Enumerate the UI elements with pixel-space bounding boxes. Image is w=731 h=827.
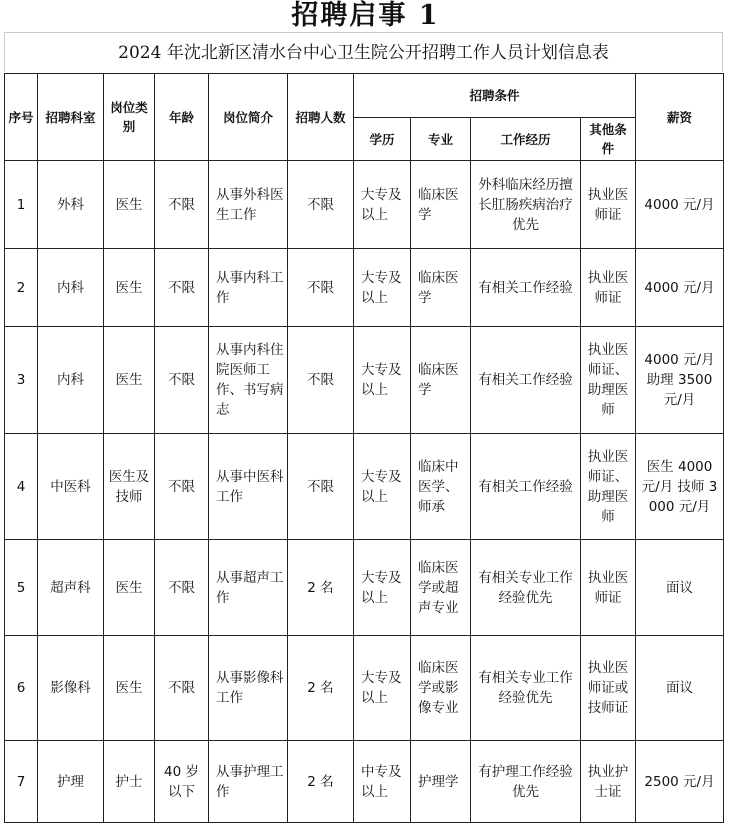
cell-seq: 3 [5, 327, 38, 434]
cell-count: 不限 [288, 249, 354, 327]
cell-experience: 有相关工作经验 [471, 249, 581, 327]
cell-dept: 外科 [38, 161, 104, 249]
cell-desc: 从事超声工作 [209, 540, 288, 636]
header-major: 专业 [411, 118, 471, 161]
header-education: 学历 [354, 118, 411, 161]
header-row [5, 74, 724, 118]
cell-post-type: 医生 [104, 161, 155, 249]
cell-seq: 4 [5, 434, 38, 540]
cell-salary: 面议 [636, 540, 724, 636]
page-title: 招聘启事 1 [291, 0, 440, 31]
cell-age: 不限 [155, 161, 209, 249]
cell-salary: 2500 元/月 [636, 741, 724, 823]
cell-age: 不限 [155, 636, 209, 741]
cell-major: 临床医学或超声专业 [411, 540, 471, 636]
table-row [5, 434, 724, 540]
cell-major: 护理学 [411, 741, 471, 823]
cell-dept: 超声科 [38, 540, 104, 636]
cell-dept: 护理 [38, 741, 104, 823]
cell-age: 不限 [155, 249, 209, 327]
cell-post-type: 护士 [104, 741, 155, 823]
header-post-type: 岗位类别 [104, 74, 155, 161]
cell-experience: 有护理工作经验优先 [471, 741, 581, 823]
cell-major: 临床医学 [411, 249, 471, 327]
cell-dept: 内科 [38, 249, 104, 327]
header-salary: 薪资 [636, 74, 724, 161]
cell-major: 临床医学或影像专业 [411, 636, 471, 741]
cell-major: 临床医学 [411, 327, 471, 434]
cell-salary: 4000 元/月 [636, 249, 724, 327]
cell-other: 执业医师证、助理医师 [581, 327, 636, 434]
cell-count: 不限 [288, 161, 354, 249]
cell-dept: 影像科 [38, 636, 104, 741]
cell-age: 不限 [155, 327, 209, 434]
table-row [5, 161, 724, 249]
cell-seq: 1 [5, 161, 38, 249]
cell-other: 执业医师证 [581, 540, 636, 636]
cell-salary: 面议 [636, 636, 724, 741]
cell-major: 临床医学 [411, 161, 471, 249]
cell-count: 不限 [288, 434, 354, 540]
cell-count: 2 名 [288, 540, 354, 636]
cell-desc: 从事护理工作 [209, 741, 288, 823]
cell-education: 大专及以上 [354, 249, 411, 327]
recruitment-table [4, 73, 724, 823]
header-seq: 序号 [5, 74, 38, 161]
cell-count: 2 名 [288, 741, 354, 823]
cell-education: 大专及以上 [354, 327, 411, 434]
cell-experience: 有相关专业工作经验优先 [471, 540, 581, 636]
table-row [5, 540, 724, 636]
cell-age: 40 岁以下 [155, 741, 209, 823]
cell-other: 执业医师证 [581, 249, 636, 327]
table-title: 2024 年沈北新区清水台中心卫生院公开招聘工作人员计划信息表 [4, 32, 723, 72]
cell-post-type: 医生 [104, 327, 155, 434]
header-experience: 工作经历 [471, 118, 581, 161]
cell-major: 临床中医学、师承 [411, 434, 471, 540]
table-row [5, 327, 724, 434]
table-row [5, 249, 724, 327]
cell-desc: 从事内科住院医师工作、书写病志 [209, 327, 288, 434]
cell-seq: 7 [5, 741, 38, 823]
cell-post-type: 医生及技师 [104, 434, 155, 540]
cell-post-type: 医生 [104, 540, 155, 636]
cell-other: 执业医师证、助理医师 [581, 434, 636, 540]
cell-dept: 中医科 [38, 434, 104, 540]
cell-experience: 有相关工作经验 [471, 327, 581, 434]
table-row [5, 636, 724, 741]
cell-post-type: 医生 [104, 249, 155, 327]
cell-experience: 有相关工作经验 [471, 434, 581, 540]
cell-salary: 4000 元/月 [636, 161, 724, 249]
cell-desc: 从事中医科工作 [209, 434, 288, 540]
cell-dept: 内科 [38, 327, 104, 434]
cell-desc: 从事内科工作 [209, 249, 288, 327]
header-dept: 招聘科室 [38, 74, 104, 161]
cell-desc: 从事影像科工作 [209, 636, 288, 741]
cell-post-type: 医生 [104, 636, 155, 741]
cell-education: 大专及以上 [354, 540, 411, 636]
cell-experience: 外科临床经历擅长肛肠疾病治疗优先 [471, 161, 581, 249]
header-age: 年龄 [155, 74, 209, 161]
cell-other: 执业护士证 [581, 741, 636, 823]
header-conditions: 招聘条件 [354, 74, 636, 118]
cell-salary: 医生 4000 元/月 技师 3000 元/月 [636, 434, 724, 540]
header-count: 招聘人数 [288, 74, 354, 161]
cell-age: 不限 [155, 434, 209, 540]
cell-education: 中专及以上 [354, 741, 411, 823]
cell-other: 执业医师证 [581, 161, 636, 249]
table-row [5, 741, 724, 823]
header-other: 其他条件 [581, 118, 636, 161]
cell-experience: 有相关专业工作经验优先 [471, 636, 581, 741]
cell-count: 2 名 [288, 636, 354, 741]
cell-seq: 6 [5, 636, 38, 741]
cell-desc: 从事外科医生工作 [209, 161, 288, 249]
cell-salary: 4000 元/月 助理 3500 元/月 [636, 327, 724, 434]
cell-education: 大专及以上 [354, 161, 411, 249]
cell-seq: 5 [5, 540, 38, 636]
cell-seq: 2 [5, 249, 38, 327]
cell-count: 不限 [288, 327, 354, 434]
cell-education: 大专及以上 [354, 636, 411, 741]
header-post-desc: 岗位简介 [209, 74, 288, 161]
cell-age: 不限 [155, 540, 209, 636]
cell-education: 大专及以上 [354, 434, 411, 540]
cell-other: 执业医师证或技师证 [581, 636, 636, 741]
